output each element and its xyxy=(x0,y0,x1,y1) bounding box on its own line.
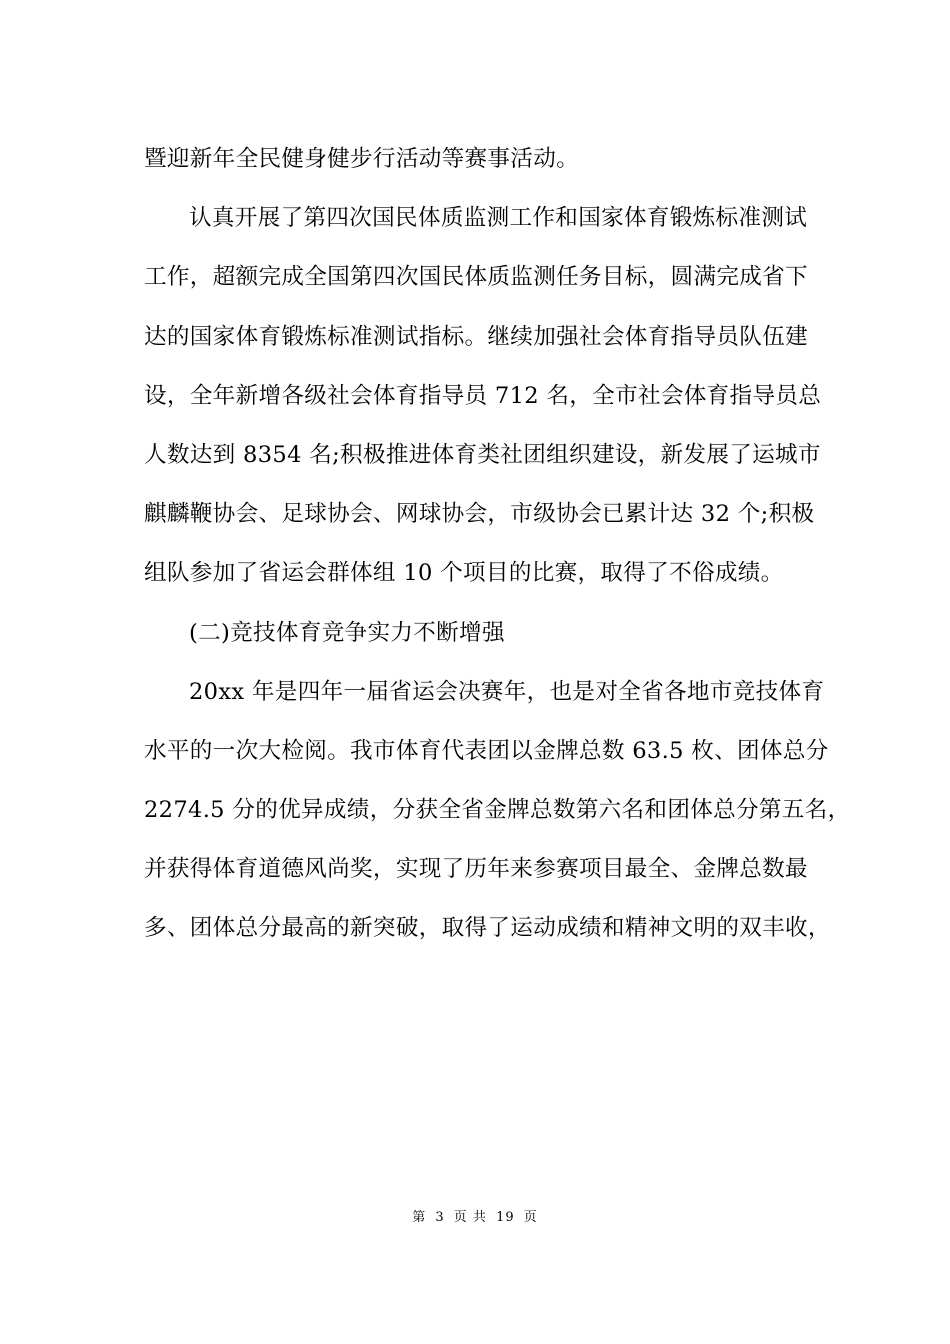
document-body xyxy=(144,130,851,959)
footer-suffix: 页 xyxy=(523,1210,538,1225)
text-line: 人数达到 8354 名;积极推进体育类社团组织建设，新发展了运城市 xyxy=(144,441,821,468)
text-line: 设，全年新增各级社会体育指导员 712 名，全市社会体育指导员总 xyxy=(144,382,822,409)
text-line: 工作，超额完成全国第四次国民体质监测任务目标，圆满完成省下 xyxy=(144,264,808,291)
paragraph-start-line: 20xx 年是四年一届省运会决赛年，也是对全省各地市竞技体育 xyxy=(189,678,825,705)
text-line: 水平的一次大检阅。我市体育代表团以金牌总数 63.5 枚、团体总分 xyxy=(144,737,829,764)
footer-middle: 页 共 xyxy=(453,1210,487,1225)
text-line: 麒麟鞭协会、足球协会、网球协会，市级协会已累计达 32 个;积极 xyxy=(144,501,815,528)
page-footer xyxy=(0,1206,950,1225)
footer-prefix: 第 xyxy=(412,1210,427,1225)
text-line: 暨迎新年全民健身健步行活动等赛事活动。 xyxy=(144,146,579,172)
footer-page-number: 3 xyxy=(435,1210,445,1225)
footer-total-pages: 19 xyxy=(496,1210,515,1225)
text-line: 并获得体育道德风尚奖，实现了历年来参赛项目最全、金牌总数最 xyxy=(144,856,808,883)
text-line: 达的国家体育锻炼标准测试指标。继续加强社会体育指导员队伍建 xyxy=(144,323,808,350)
section-heading: (二)竞技体育竞争实力不断增强 xyxy=(189,619,505,646)
paragraph-start-line: 认真开展了第四次国民体质监测工作和国家体育锻炼标准测试 xyxy=(189,205,808,232)
text-line: 多、团体总分最高的新突破，取得了运动成绩和精神文明的双丰收， xyxy=(144,915,831,942)
text-line: 2274.5 分的优异成绩，分获全省金牌总数第六名和团体总分第五名， xyxy=(144,797,851,824)
text-line: 组队参加了省运会群体组 10 个项目的比赛，取得了不俗成绩。 xyxy=(144,560,784,587)
